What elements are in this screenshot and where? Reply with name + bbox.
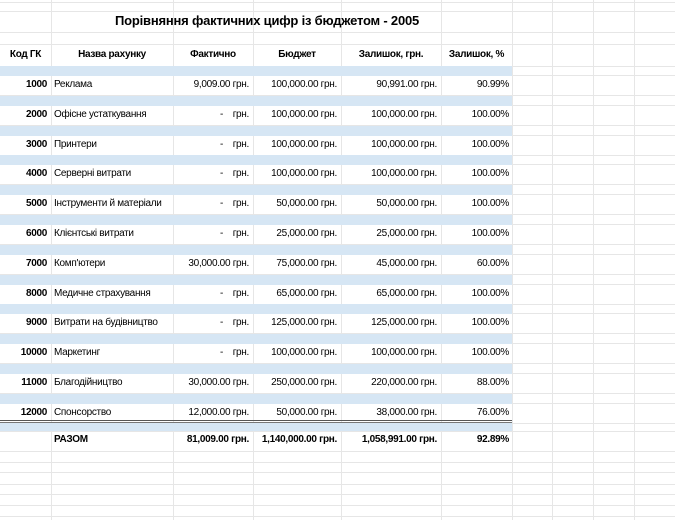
- account-name[interactable]: Благодійництво: [54, 377, 123, 388]
- account-code[interactable]: 3000: [25, 139, 47, 150]
- total-budget[interactable]: 1,140,000.00 грн.: [261, 434, 337, 445]
- grid-row-line: [0, 2, 675, 3]
- total-separator-line: [0, 420, 512, 423]
- grid-row-line: [0, 472, 675, 473]
- account-code[interactable]: 4000: [25, 168, 47, 179]
- account-name[interactable]: Принтери: [54, 139, 97, 150]
- grid-row-line: [0, 462, 675, 463]
- remaining-amount[interactable]: 100,000.00 грн.: [371, 139, 437, 150]
- account-name[interactable]: Спонсорство: [54, 407, 111, 418]
- actual-amount-dash[interactable]: -: [219, 168, 223, 179]
- remaining-amount[interactable]: 100,000.00 грн.: [371, 168, 437, 179]
- account-code[interactable]: 12000: [20, 407, 47, 418]
- account-name[interactable]: Маркетинг: [54, 347, 100, 358]
- account-name[interactable]: Комп'ютери: [54, 258, 106, 269]
- grid-column-line: [552, 0, 553, 520]
- actual-amount-unit[interactable]: грн.: [232, 109, 249, 120]
- account-code[interactable]: 10000: [20, 347, 47, 358]
- remaining-percent[interactable]: 100.00%: [471, 168, 509, 179]
- account-code[interactable]: 7000: [25, 258, 47, 269]
- remaining-percent[interactable]: 76.00%: [476, 407, 509, 418]
- remaining-amount[interactable]: 100,000.00 грн.: [371, 347, 437, 358]
- grid-row-line: [0, 505, 675, 506]
- grid-column-line: [634, 0, 635, 520]
- remaining-percent[interactable]: 90.99%: [476, 79, 509, 90]
- account-code[interactable]: 6000: [25, 228, 47, 239]
- actual-amount-dash[interactable]: -: [219, 317, 223, 328]
- remaining-percent[interactable]: 100.00%: [471, 347, 509, 358]
- actual-amount-unit[interactable]: грн.: [232, 288, 249, 299]
- actual-amount-dash[interactable]: -: [219, 347, 223, 358]
- actual-amount[interactable]: 30,000.00 грн.: [188, 258, 249, 269]
- remaining-percent[interactable]: 100.00%: [471, 198, 509, 209]
- budget-amount[interactable]: 65,000.00 грн.: [276, 288, 337, 299]
- account-name[interactable]: Інструменти й матеріали: [54, 198, 162, 209]
- budget-amount[interactable]: 100,000.00 грн.: [271, 139, 337, 150]
- remaining-amount[interactable]: 90,991.00 грн.: [376, 79, 437, 90]
- remaining-amount[interactable]: 45,000.00 грн.: [376, 258, 437, 269]
- budget-amount[interactable]: 50,000.00 грн.: [276, 407, 337, 418]
- remaining-amount[interactable]: 220,000.00 грн.: [371, 377, 437, 388]
- budget-amount[interactable]: 25,000.00 грн.: [276, 228, 337, 239]
- remaining-amount[interactable]: 125,000.00 грн.: [371, 317, 437, 328]
- remaining-amount[interactable]: 25,000.00 грн.: [376, 228, 437, 239]
- budget-amount[interactable]: 125,000.00 грн.: [271, 317, 337, 328]
- header-remaining-uah[interactable]: Залишок, грн.: [358, 49, 424, 60]
- actual-amount-unit[interactable]: грн.: [232, 168, 249, 179]
- header-actual[interactable]: Фактично: [190, 49, 236, 60]
- grid-row-line: [0, 32, 675, 33]
- grid-row-line: [0, 516, 675, 517]
- account-code[interactable]: 2000: [25, 109, 47, 120]
- account-code[interactable]: 9000: [25, 317, 47, 328]
- remaining-amount[interactable]: 65,000.00 грн.: [376, 288, 437, 299]
- budget-amount[interactable]: 100,000.00 грн.: [271, 347, 337, 358]
- budget-amount[interactable]: 75,000.00 грн.: [276, 258, 337, 269]
- grid-row-line: [0, 494, 675, 495]
- account-name[interactable]: Клієнтські витрати: [54, 228, 134, 239]
- budget-amount[interactable]: 50,000.00 грн.: [276, 198, 337, 209]
- total-actual[interactable]: 81,009.00 грн.: [186, 434, 249, 445]
- account-code[interactable]: 1000: [25, 79, 47, 90]
- grid-column-line: [51, 0, 52, 520]
- total-remaining[interactable]: 1,058,991.00 грн.: [361, 434, 437, 445]
- actual-amount-unit[interactable]: грн.: [232, 198, 249, 209]
- budget-amount[interactable]: 250,000.00 грн.: [271, 377, 337, 388]
- remaining-percent[interactable]: 88.00%: [476, 377, 509, 388]
- remaining-percent[interactable]: 60.00%: [476, 258, 509, 269]
- header-remaining-percent[interactable]: Залишок, %: [448, 49, 505, 60]
- header-account-name[interactable]: Назва рахунку: [78, 49, 146, 60]
- grid-row-line: [0, 484, 675, 485]
- actual-amount-dash[interactable]: -: [219, 198, 223, 209]
- budget-amount[interactable]: 100,000.00 грн.: [271, 79, 337, 90]
- remaining-percent[interactable]: 100.00%: [471, 317, 509, 328]
- actual-amount-dash[interactable]: -: [219, 288, 223, 299]
- total-label[interactable]: РАЗОМ: [54, 434, 88, 445]
- remaining-amount[interactable]: 50,000.00 грн.: [376, 198, 437, 209]
- remaining-amount[interactable]: 100,000.00 грн.: [371, 109, 437, 120]
- account-name[interactable]: Медичне страхування: [54, 288, 151, 299]
- account-name[interactable]: Реклама: [54, 79, 93, 90]
- actual-amount[interactable]: 12,000.00 грн.: [188, 407, 249, 418]
- remaining-amount[interactable]: 38,000.00 грн.: [376, 407, 437, 418]
- account-code[interactable]: 5000: [25, 198, 47, 209]
- actual-amount-unit[interactable]: грн.: [232, 228, 249, 239]
- total-percent[interactable]: 92.89%: [476, 434, 509, 445]
- account-code[interactable]: 8000: [25, 288, 47, 299]
- actual-amount[interactable]: 9,009.00 грн.: [193, 79, 249, 90]
- actual-amount-dash[interactable]: -: [219, 228, 223, 239]
- actual-amount-dash[interactable]: -: [219, 109, 223, 120]
- actual-amount-unit[interactable]: грн.: [232, 139, 249, 150]
- header-budget[interactable]: Бюджет: [278, 49, 316, 60]
- actual-amount-unit[interactable]: грн.: [232, 317, 249, 328]
- header-code[interactable]: Код ГК: [9, 49, 42, 60]
- account-name[interactable]: Витрати на будівництво: [54, 317, 158, 328]
- grid-column-line: [593, 0, 594, 520]
- account-code[interactable]: 11000: [21, 377, 47, 388]
- remaining-percent[interactable]: 100.00%: [471, 288, 509, 299]
- grid-column-line: [512, 0, 513, 520]
- remaining-percent[interactable]: 100.00%: [471, 109, 509, 120]
- remaining-percent[interactable]: 100.00%: [471, 228, 509, 239]
- account-name[interactable]: Офісне устаткування: [54, 109, 147, 120]
- actual-amount-unit[interactable]: грн.: [232, 347, 249, 358]
- account-name[interactable]: Серверні витрати: [54, 168, 131, 179]
- actual-amount-dash[interactable]: -: [219, 139, 223, 150]
- budget-amount[interactable]: 100,000.00 грн.: [271, 168, 337, 179]
- budget-amount[interactable]: 100,000.00 грн.: [271, 109, 337, 120]
- actual-amount[interactable]: 30,000.00 грн.: [188, 377, 249, 388]
- grid-row-line: [0, 451, 675, 452]
- sheet-title: Порівняння фактичних цифр із бюджетом - 2005: [115, 13, 420, 28]
- remaining-percent[interactable]: 100.00%: [471, 139, 509, 150]
